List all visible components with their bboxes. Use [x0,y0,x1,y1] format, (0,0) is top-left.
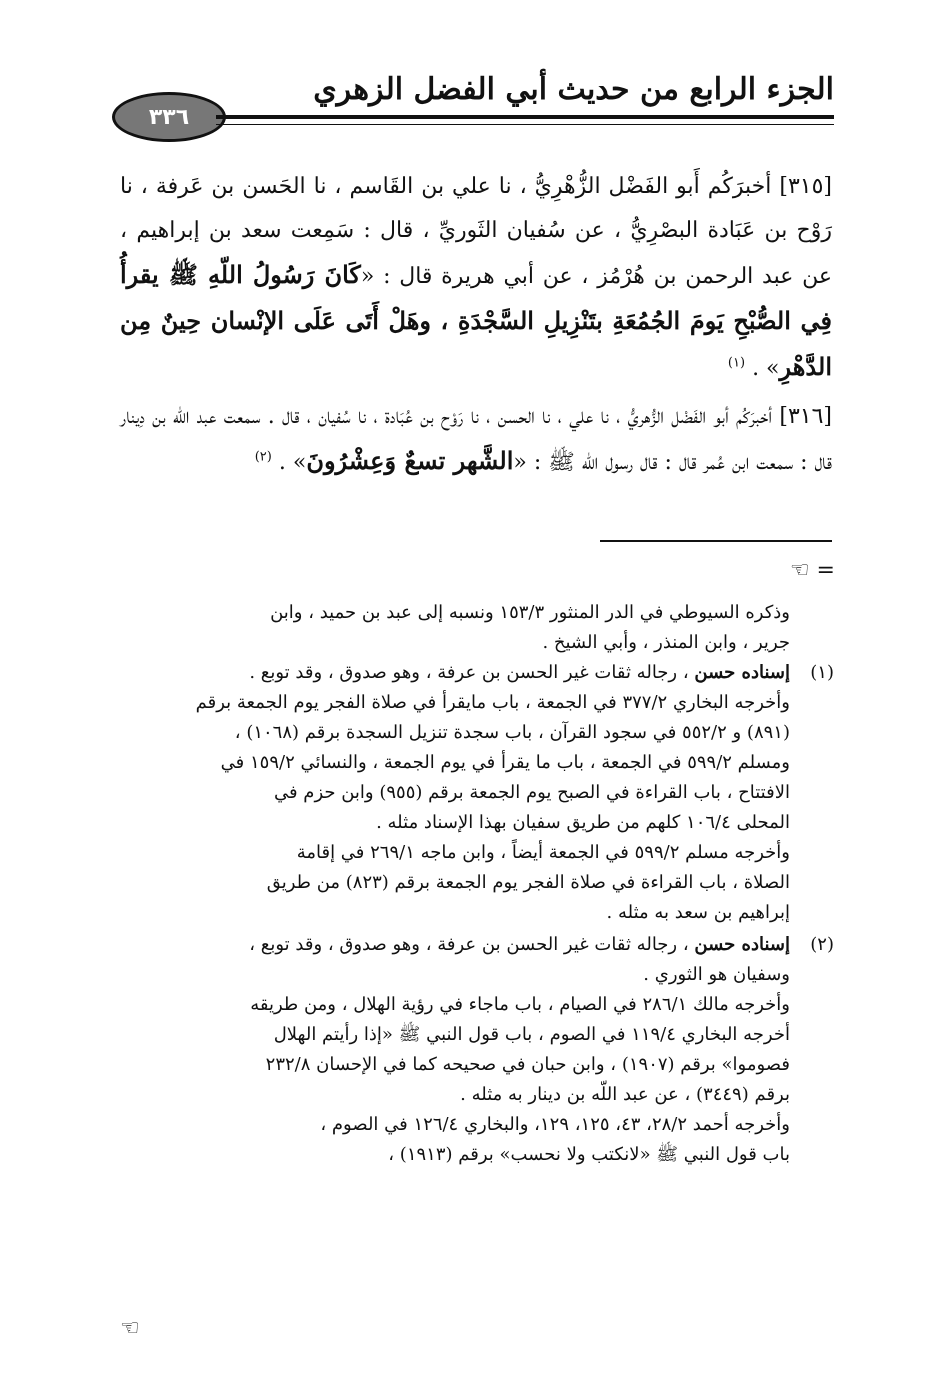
footnote-line: جرير ، وابن المنذر ، وأبي الشيخ . [542,632,790,653]
hadith-number: [٣١٥] [779,174,832,199]
footnote-line: ومسلم ٥٩٩/٢ في الجمعة ، باب ما يقرأ في يوم الجمعة ، والنسائي ١٥٩/٢ في [220,752,790,773]
hadith-matn: الشَّهر تسعٌ وَعِشْرُونَ [306,446,514,475]
footnote-line: الصلاة ، باب القراءة في صلاة الفجر يوم الجمعة برقم (٨٢٣) من طريق [266,872,790,893]
footnote-line: أخرجه البخاري ١١٩/٤ في الصوم ، باب قول النبي ﷺ «إذا رأيتم الهلال [273,1024,790,1045]
footnote-ref: (١) [727,355,746,371]
footnote-line: باب قول النبي ﷺ «لانكتب ولا نحسب» برقم (١٩١٣) ، [388,1144,790,1165]
footnote-line: إبراهيم بن سعد به مثله . [606,902,790,923]
hadith-315 [120,165,832,391]
footnote-line [120,930,790,960]
hadith-isnad: أخبرَكُم أَبو الفَضْل الزُّهْرِيُّ ، نا علي بن القَاسم ، نا الحَسن بن عَرفة ، نا رَوْح بن عَبَادة البصْرِيُّ ، عن سُفيان الثَوريِّ ، قال : سَمِعت سعد بن إبراهيم ، عن عبد الرحمن بن هُرْمُز ، عن أبي هريرة قال : « [120,174,832,289]
hadith-matn: كَانَ رَسُولُ اللّهِ ﷺ يقرأُ فِي الصُّبْحِ يَومَ الجُمُعَةِ بتَنْزِيلِ السَّجْدَةِ ، وهَلْ أَتَى عَلَى الإنْسان حِينٌ مِن الدَّهْرِ [120,260,832,381]
footnote-number: (١) [810,662,834,683]
footnote-line: الافتتاح ، باب القراءة في الصبح يوم الجمعة برقم (٩٥٥) وابن حزم في [273,782,790,803]
footnotes [120,598,832,1170]
footnote-line: وأخرجه مالك ٢٨٦/١ في الصيام ، باب ماجاء في رؤية الهلال ، ومن طريقه [250,994,790,1015]
footnote-line [120,658,790,688]
hadith-quote-close: » . [278,450,307,475]
footnote-ref: (٢) [254,449,272,465]
page-number-badge [112,92,226,142]
hadith-number: [٣١٦] [779,404,832,429]
footnote-separator [600,540,832,542]
page-header [112,72,834,150]
hadith-quote-close: » . [752,356,780,381]
footnote-number: (٢) [810,934,834,955]
isnad-grade: إسناده حسن [694,662,790,683]
footnote-line: وأخرجه أحمد ٢٨/٢، ٤٣، ١٢٥، ١٢٩، والبخاري ١٢٦/٤ في الصوم ، [320,1114,790,1135]
book-title: الجزء الرابع من حديث أبي الفضل الزهري [313,72,834,107]
footnote-line: (٨٩١) و ٥٥٢/٢ في سجود القرآن ، باب سجدة تنزيل السجدة برقم (١٠٦٨) ، [234,722,790,743]
header-rule-thick [216,115,834,119]
footnote-line: برقم (٣٤٤٩) ، عن عبد اللّه بن دينار به مثله . [460,1084,790,1105]
footnote-text: ، رجاله ثقات غير الحسن بن عرفة ، وهو صدوق ، وقد توبع ، [249,934,689,955]
isnad-grade: إسناده حسن [694,934,790,955]
footnote-line: فصوموا» برقم (١٩٠٧) ، وابن حبان في صحيحه كما في الإحسان ٢٣٢/٨ [265,1054,790,1075]
footnote-2 [120,930,832,1170]
footnote-line: وأخرجه مسلم ٥٩٩/٢ في الجمعة أيضاً ، وابن ماجه ٢٦٩/١ في إقامة [296,842,790,863]
footnote-line: المحلى ١٠٦/٤ كلهم من طريق سفيان بهذا الإسناد مثله . [376,812,790,833]
footnote-line: وذكره السيوطي في الدر المنثور ١٥٣/٣ ونسبه إلى عبد بن حميد ، وابن [270,602,790,623]
hadith-isnad: أخبرَكُم أبو الفَضْل الزُّهريُّ ، نا علي ، نا الحسن ، نا رَوْح بن عُبَادة ، نا سُفيان ، قال . سمعت عبد اللّه بن دِينار قال : سمعت ابن عُمر قال : قال رسول اللّه ﷺ : « [120,404,832,475]
hadith-316 [120,395,832,485]
footnote-1 [120,658,832,928]
continuation-mark: = ☜ [789,558,835,583]
main-text [120,165,832,485]
page-number: ٣٣٦ [148,104,190,130]
footnote-line: وأخرجه البخاري ٣٧٧/٢ في الجمعة ، باب مايقرأ في صلاة الفجر يوم الجمعة برقم [195,692,790,713]
footnote-text: ، رجاله ثقات غير الحسن بن عرفة ، وهو صدوق ، وقد توبع . [249,662,689,683]
footnote-line: وسفيان هو الثوري . [643,964,790,985]
header-rule-thin [216,124,834,125]
page-continues-mark: ☜ [120,1316,140,1341]
